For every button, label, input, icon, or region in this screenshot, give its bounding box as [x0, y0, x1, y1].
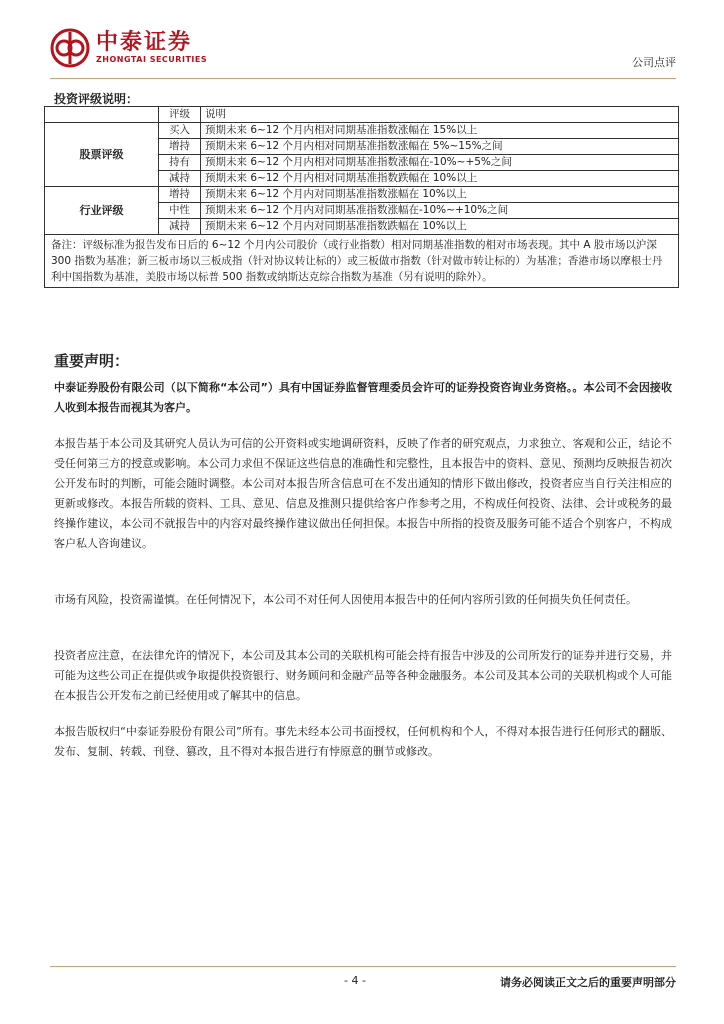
- rating-desc: 预期未来 6~12 个月内相对同期基准指数涨幅在 5%~15%之间: [201, 139, 679, 155]
- declaration-title: 重要声明：: [54, 352, 130, 370]
- stock-rating-label: 股票评级: [45, 123, 159, 187]
- table-row: [45, 123, 679, 139]
- rating-desc: 预期未来 6~12 个月内对同期基准指数涨幅在-10%~+10%之间: [201, 203, 679, 219]
- table-header-desc: 说明: [201, 107, 679, 123]
- table-header-blank: [45, 107, 159, 123]
- rating-section-title: 投资评级说明：: [54, 92, 139, 106]
- rating-desc: 预期未来 6~12 个月内对同期基准指数跌幅在 10%以上: [201, 219, 679, 235]
- rating-desc: 预期未来 6~12 个月内对同期基准指数涨幅在 10%以上: [201, 187, 679, 203]
- declaration-paragraph-3: 市场有风险，投资需谨慎。在任何情况下，本公司不对任何人因使用本报告中的任何内容所引致的任何损失负任何责任。: [54, 593, 637, 606]
- rating-level: 减持: [159, 219, 201, 235]
- rating-level: 中性: [159, 203, 201, 219]
- rating-note: 备注：评级标准为报告发布日后的 6~12 个月内公司股价（或行业指数）相对同期基准指数的相对市场表现。其中 A 股市场以沪深 300 指数为基准；新三板市场以三板成指（针对协议转让标的）或三板做市指数（针对做市转让标的）为基准；香港市场以摩根士丹利中国指数为基准，美股市场以标普 500 指数或纳斯达克综合指数为基准（另有说明的除外）。: [45, 235, 679, 288]
- rating-level: 增持: [159, 187, 201, 203]
- declaration-paragraph-4: 投资者应注意，在法律允许的情况下，本公司及其本公司的关联机构可能会持有报告中涉及的公司所发行的证券并进行交易，并可能为这些公司正在提供或争取提供投资银行、财务顾问和金融产品等各种金融服务。本公司及其本公司的关联机构或个人可能在本报告公开发布之前已经使用或了解其中的信息。: [54, 649, 672, 702]
- footer-divider: [50, 966, 676, 967]
- rating-level: 持有: [159, 155, 201, 171]
- header-divider: [50, 78, 676, 79]
- rating-table: [44, 106, 679, 288]
- rating-desc: 预期未来 6~12 个月内相对同期基准指数跌幅在 10%以上: [201, 171, 679, 187]
- rating-level: 减持: [159, 171, 201, 187]
- page-number: - 4 -: [344, 974, 366, 987]
- table-note-row: [45, 235, 679, 288]
- rating-level: 买入: [159, 123, 201, 139]
- company-logo: [50, 28, 207, 68]
- document-type: 公司点评: [632, 56, 676, 69]
- declaration-paragraph-2: 本报告基于本公司及其研究人员认为可信的公开资料或实地调研资料，反映了作者的研究观点，力求独立、客观和公正，结论不受任何第三方的授意或影响。本公司力求但不保证这些信息的准确性和完整性，且本报告中的资料、意见、预测均反映报告初次公开发布时的判断，可能会随时调整。本公司对本报告所含信息可在不发出通知的情形下做出修改，投资者应当自行关注相应的更新或修改。本报告所载的资料、工具、意见、信息及推测只提供给客户作参考之用，不构成任何投资、法律、会计或税务的最终操作建议，本公司不就报告中的内容对最终操作建议做出任何担保。本报告中所指的投资及服务可能不适合个别客户，不构成客户私人咨询建议。: [54, 437, 672, 550]
- rating-desc: 预期未来 6~12 个月内相对同期基准指数涨幅在-10%~+5%之间: [201, 155, 679, 171]
- declaration-paragraph-1: 中泰证券股份有限公司（以下简称“本公司”）具有中国证券监督管理委员会许可的证券投资咨询业务资格。。本公司不会因接收人收到本报告而视其为客户。: [54, 381, 672, 414]
- logo-chinese-name: 中泰证券: [96, 30, 193, 55]
- table-header-row: [45, 107, 679, 123]
- industry-rating-label: 行业评级: [45, 187, 159, 235]
- page-header: [50, 24, 676, 80]
- footer-note: 请务必阅读正文之后的重要声明部分: [500, 976, 676, 989]
- declaration-paragraph-5: 本报告版权归“中泰证券股份有限公司”所有。事先未经本公司书面授权，任何机构和个人，不得对本报告进行任何形式的翻版、发布、复制、转载、刊登、篡改，且不得对本报告进行有悖原意的删节或修改。: [54, 725, 672, 758]
- table-header-rating: 评级: [159, 107, 201, 123]
- zhongtai-logo-icon: [50, 28, 90, 68]
- table-row: [45, 187, 679, 203]
- rating-desc: 预期未来 6~12 个月内相对同期基准指数涨幅在 15%以上: [201, 123, 679, 139]
- logo-english-name: ZHONGTAI SECURITIES: [96, 55, 208, 64]
- rating-level: 增持: [159, 139, 201, 155]
